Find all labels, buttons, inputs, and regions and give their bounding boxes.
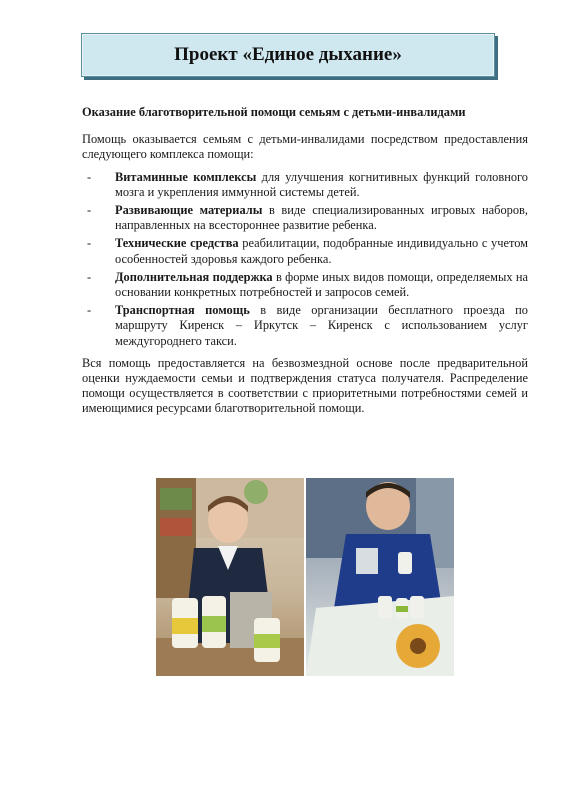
document-body <box>82 105 528 417</box>
photo-right-illustration <box>306 478 454 676</box>
photo-left-illustration <box>156 478 304 676</box>
item-bold-term: Технические средства <box>115 236 239 251</box>
page-title: Проект «Единое дыхание» <box>174 44 402 65</box>
item-text: в виде организации бесплатного проезда по маршруту Киренск – Иркутск – Киренск с использованием услуг междугороднего такси. <box>115 303 528 348</box>
list-item <box>82 270 528 300</box>
photo-child-at-table <box>306 478 454 676</box>
list-item <box>82 236 528 266</box>
list-dash: - <box>87 269 92 284</box>
item-text: реабилитации, подобранные индивидуально с учетом особенностей здоровья каждого ребенка. <box>115 236 528 266</box>
list-dash: - <box>87 203 92 218</box>
list-dash: - <box>87 303 92 318</box>
title-banner <box>81 33 495 77</box>
help-list <box>82 170 528 349</box>
list-item <box>82 303 528 349</box>
item-text: в форме иных видов помощи, определяемых на основании конкретных потребностей и запросов семей. <box>115 269 529 300</box>
item-bold-term: Витаминные комплексы <box>115 169 257 184</box>
list-dash: - <box>87 236 92 251</box>
item-text: для улучшения когнитивных функций головного мозга и укрепления иммунной системы детей. <box>115 169 529 199</box>
item-bold-term: Транспортная помощь <box>115 303 250 318</box>
item-bold-term: Развивающие материалы <box>115 203 263 218</box>
intro-paragraph: Помощь оказывается семьям с детьми-инвалидами посредством предоставления следующего комплекса помощи: <box>82 132 528 162</box>
section-subtitle: Оказание благотворительной помощи семьям с детьми-инвалидами <box>82 105 466 119</box>
item-bold-term: Дополнительная поддержка <box>115 269 273 284</box>
photo-collage <box>156 478 454 676</box>
item-text: в виде специализированных игровых наборов, направленных на всестороннее развитие ребенка. <box>115 203 528 233</box>
outro-paragraph: Вся помощь предоставляется на безвозмездной основе после предварительной оценки нуждаемости семьи и подтверждения статуса получателя. Распределение помощи осуществляется в соответствии с приоритетными потребностями семей и имеющимися ресурсами благотворительной помощи. <box>82 355 528 416</box>
list-dash: - <box>87 169 92 184</box>
photo-boy-with-vitamins <box>156 478 304 676</box>
list-item <box>82 203 528 233</box>
list-item <box>82 170 528 200</box>
